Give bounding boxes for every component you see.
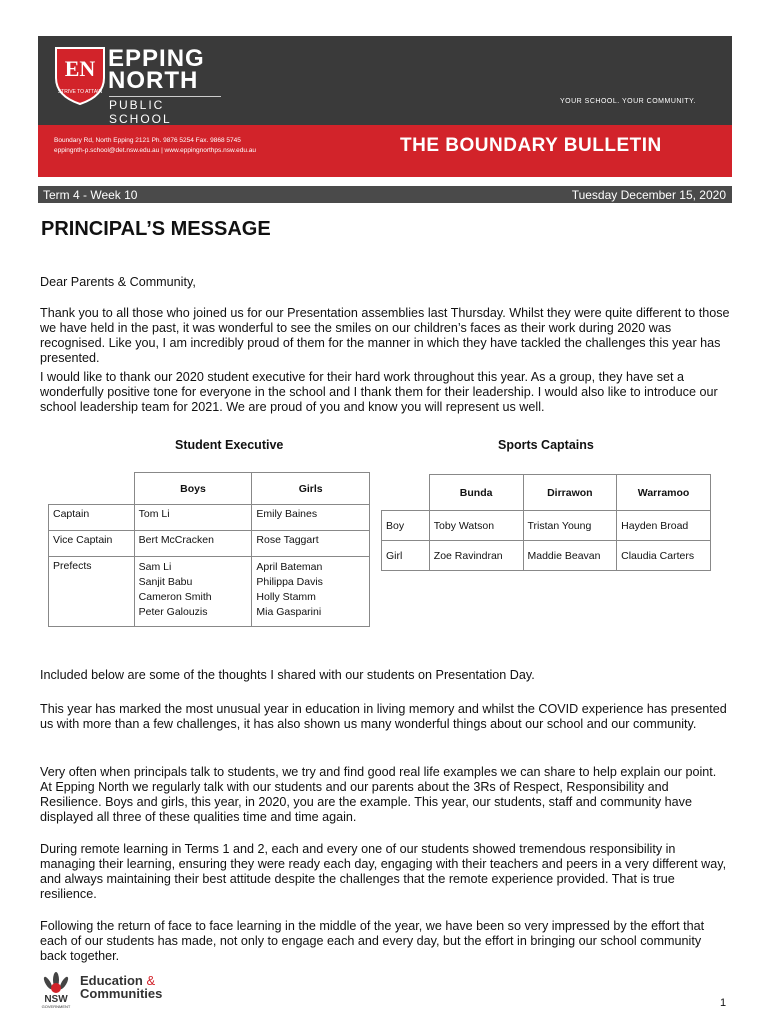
list-item: Philippa Davis: [256, 576, 323, 588]
term-bar: [38, 186, 732, 203]
school-crest-icon: [52, 44, 108, 106]
term-week: Term 4 - Week 10: [43, 188, 138, 202]
table-cell: Hayden Broad: [617, 511, 711, 541]
list-item: April Bateman: [256, 561, 323, 573]
table-header: Girls: [252, 473, 370, 505]
education-communities-logo: Education & Communities: [80, 973, 163, 1001]
school-tagline: YOUR SCHOOL. YOUR COMMUNITY.: [560, 98, 696, 105]
page-title: PRINCIPAL’S MESSAGE: [41, 218, 271, 240]
table-row: [382, 511, 711, 541]
list-item: Peter Galouzis: [138, 606, 208, 618]
list-item: Holly Stamm: [256, 591, 316, 603]
table-header: Boys: [134, 473, 252, 505]
sports-captains-table: [381, 474, 711, 571]
student-exec-caption: Student Executive: [175, 438, 284, 452]
student-exec-table: [48, 472, 370, 627]
list-item: Sam Li: [138, 561, 172, 573]
bulletin-title: THE BOUNDARY BULLETIN: [400, 135, 662, 156]
paragraph-7: Following the return of face to face learning in the middle of the year, we have been so very impressed by the effort that each of our students has made, not only to engage each and every day, but the effort in bringing our school community back together.: [40, 919, 705, 963]
table-cell: Prefects: [49, 557, 135, 627]
table-row: [49, 531, 370, 557]
table-cell: Bert McCracken: [134, 531, 252, 557]
table-cell: [252, 557, 370, 627]
table-cell: [49, 473, 135, 505]
paragraph-6: During remote learning in Terms 1 and 2, each and every one of our students showed tremendous responsibility in managing their learning, ensuring they were ready each day, engaging with their teachers and peers in a very different way, and always maintaining their best attitude despite the challenges that the remote experience provided. That is true resilience.: [40, 842, 727, 901]
table-row: [49, 505, 370, 531]
table-cell: Tristan Young: [523, 511, 617, 541]
paragraph-2: I would like to thank our 2020 student executive for their hard work throughout this year. As a group, they have set a wonderfully positive tone for everyone in the school and I thank them for their leadership. I would also like to introduce our school leadership team for 2021. We are proud of you and know you will represent us well.: [40, 370, 718, 414]
issue-date: Tuesday December 15, 2020: [571, 188, 726, 202]
page-number: 1: [720, 997, 727, 1009]
table-cell: Girl: [382, 541, 430, 571]
svg-text:EN: EN: [64, 56, 96, 81]
list-item: Cameron Smith: [138, 591, 212, 603]
table-cell: Boy: [382, 511, 430, 541]
nsw-waratah-icon: [36, 970, 76, 1010]
table-header: Bunda: [429, 475, 523, 511]
paragraph-4: This year has marked the most unusual year in education in living memory and whilst the COVID experience has presented us with more than a few challenges, it has also shown us many wonderful things about our school and our community.: [40, 702, 727, 731]
list-item: Sanjit Babu: [138, 576, 193, 588]
table-cell: Claudia Carters: [617, 541, 711, 571]
table-cell: Zoe Ravindran: [429, 541, 523, 571]
sports-captains-caption: Sports Captains: [498, 438, 594, 452]
school-name: EPPING NORTH: [108, 45, 205, 94]
table-cell: Vice Captain: [49, 531, 135, 557]
table-header: Warramoo: [617, 475, 711, 511]
table-cell: Tom Li: [134, 505, 252, 531]
school-subtitle: PUBLIC SCHOOL: [109, 96, 221, 126]
table-cell: Rose Taggart: [252, 531, 370, 557]
svg-text:STRIVE TO ATTAIN: STRIVE TO ATTAIN: [57, 89, 103, 95]
table-cell: Maddie Beavan: [523, 541, 617, 571]
table-cell: [382, 475, 430, 511]
table-cell: Toby Watson: [429, 511, 523, 541]
table-row: [49, 473, 370, 505]
list-item: Mia Gasparini: [256, 606, 322, 618]
table-cell: Emily Baines: [252, 505, 370, 531]
paragraph-3: Included below are some of the thoughts I shared with our students on Presentation Day.: [40, 668, 535, 682]
table-cell: Captain: [49, 505, 135, 531]
table-header: Dirrawon: [523, 475, 617, 511]
table-row: [382, 541, 711, 571]
svg-text:NSW: NSW: [44, 994, 68, 1005]
paragraph-5: Very often when principals talk to students, we try and find good real life examples we can share to help explain our point. At Epping North we regularly talk with our students and our parents about the 3Rs of Respect, Responsibility and Resilience. Boys and girls, this year, in 2020, you are the example. This year, our students, staff and community have displayed all three of these qualities time and time again.: [40, 765, 717, 824]
table-row: [49, 557, 370, 627]
greeting: Dear Parents & Community,: [40, 275, 196, 289]
table-cell: [134, 557, 252, 627]
svg-text:GOVERNMENT: GOVERNMENT: [41, 1004, 71, 1009]
table-row: [382, 475, 711, 511]
school-contact: Boundary Rd, North Epping 2121 Ph. 9876 5254 Fax. 9868 5745 eppingnth-p.school@det.nsw.edu.au | www.eppingnorthps.nsw.edu.au: [54, 137, 256, 154]
paragraph-1: Thank you to all those who joined us for our Presentation assemblies last Thursday. Whilst they were quite different to those we have held in the past, it was wonderful to see the smiles on our children’s faces as their work during 2020 was recognised. Like you, I am incredibly proud of them for the manner in which they have tackled the challenges this year has presented.: [40, 306, 730, 365]
